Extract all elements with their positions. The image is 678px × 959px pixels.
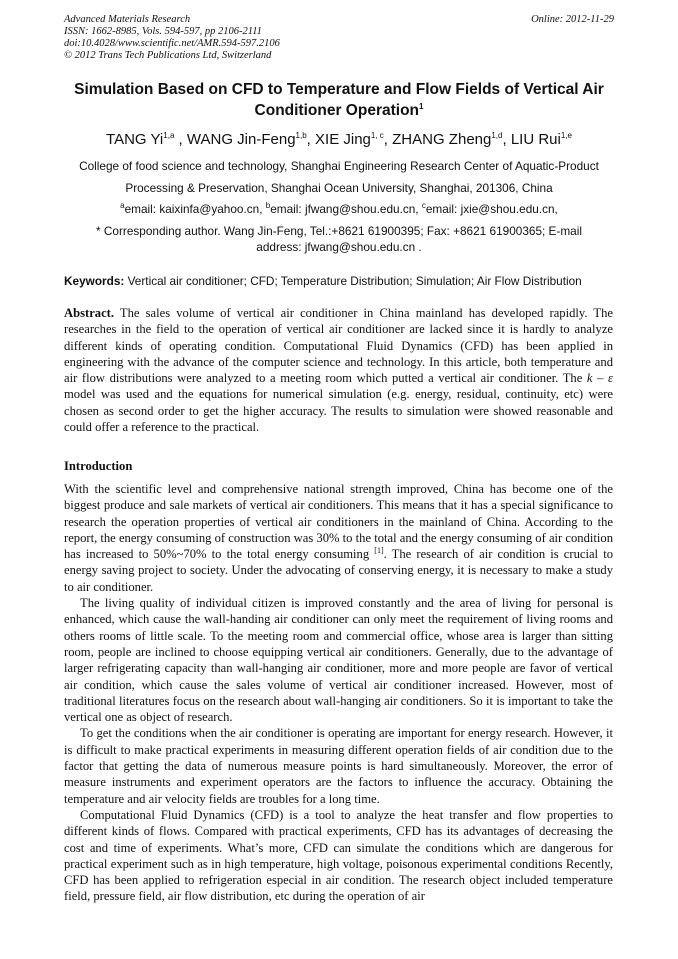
keywords-label: Keywords: [64, 274, 125, 288]
author: XIE Jing$^{1, c}$, [315, 131, 393, 148]
doi-line: doi:10.4028/www.scientific.net/AMR.594-597.2106 [64, 38, 280, 49]
title-footnote-mark: 1 [419, 101, 424, 111]
copyright-line: © 2012 Trans Tech Publications Ltd, Switzerland [64, 50, 272, 61]
paragraph: Computational Fluid Dynamics (CFD) is a tool to analyze the heat transfer and flow properties to different kinds of flows. Compared with practical experiments, CFD has its advantages of decreasing the cost and time of experiments. What’s more, CFD can simulate the conditions which are dangerous for practical experiment such as in high temperature, high voltage, poisonous experimental conditions Recently, CFD has been applied to refrigeration especial in air condition. The research object included temperature field, pressure field, air flow distribution, etc during the operation of air [64, 807, 613, 904]
author: ZHANG Zheng$^{1,d}$, [392, 131, 511, 148]
author: LIU Rui$^{1,e}$ [510, 131, 572, 148]
abstract-label: Abstract. [64, 306, 115, 320]
issn-line: ISSN: 1662-8985, Vols. 594-597, pp 2106-2111 [64, 26, 262, 37]
author-list [40, 130, 638, 150]
journal-header [64, 14, 614, 62]
section-heading: Introduction [64, 459, 133, 473]
email-line: $^a$email: kaixinfa@yahoo.cn, $^b$email: jfwang@shou.edu.cn, $^c$email: jxie@shou.edu.cn, [120, 201, 558, 216]
paper-title [60, 79, 618, 121]
affiliation-line-1: College of food science and technology, Shanghai Engineering Research Center of Aquatic-Product [79, 159, 599, 173]
title-line-2: Conditioner Operation$^1$ [254, 101, 424, 119]
author: WANG Jin-Feng$^{1,b}$, [186, 131, 316, 148]
title-line-1: Simulation Based on CFD to Temperature and Flow Fields of Vertical Air [74, 81, 604, 98]
online-date: Online: 2012-11-29 [531, 14, 614, 25]
keywords [64, 273, 618, 289]
paragraph: The living quality of individual citizen is improved constantly and the area of living for personal is enhanced, which cause the wall-handing air conditioner can only meet the requirement of living rooms and others rooms of little scale. To the meeting room and commercial office, whose area is larger than sitting room, people are inclined to choose equipping vertical air conditioners. Generally, due to the advantage of larger refrigerating capacity than wall-hanging air conditioner, more and more people are favor of vertical air condition, which cause the sales volume of vertical air conditioner increased. However, most of traditional literatures focus on the research about wall-hanging air conditioners. So it is important to take the vertical one as object of research. [64, 596, 613, 725]
introduction-body [64, 481, 613, 905]
corresponding-author: * Corresponding author. Wang Jin-Feng, Tel.:+8621 61900395; Fax: +8621 61900365; E-mail address: jfwang@shou.edu.cn . [96, 224, 582, 254]
author: TANG Yi$^{1,a}$ , [106, 131, 187, 148]
journal-name: Advanced Materials Research [64, 14, 191, 25]
keywords-text: Vertical air conditioner; CFD; Temperature Distribution; Simulation; Air Flow Distribution [124, 274, 582, 288]
abstract: Abstract. The sales volume of vertical air conditioner in China mainland has developed rapidly. The researches in the field to the operation of vertical air conditioner are lacked since it is hardly to analyze different kinds of operating condition. Computational Fluid Dynamics (CFD) has been applied in engineering with the advance of the computer science and technology. In this article, both temperature and air flow distributions were analyzed to a meeting room which putted a vertical air conditioner. The k – ε model was used and the equations for numerical simulation (e.g. energy, residual, continuity, etc) were chosen as second order to get the higher accuracy. The results to simulation were showed reasonable and could offer a reference to the practical. [64, 306, 613, 435]
affiliation-line-2: Processing & Preservation, Shanghai Ocean University, Shanghai, 201306, China [125, 181, 553, 195]
k-epsilon-symbol: k – ε [586, 371, 613, 386]
paragraph: With the scientific level and comprehensive national strength improved, China has become one of the biggest produce and sale markets of vertical air conditioners. This means that it has a special significance to research the operation properties of vertical air conditioners in the mainland of China. According to the report, the energy consuming of construction was 30% to the total and the energy consuming of air condition has increased to 50%~70% to the total energy consuming [1]. The research of air condition is crucial to energy saving project to society. Under the advocating of conserving energy, it is necessary to make a study to air conditioner. [64, 482, 613, 594]
citation: [1] [374, 546, 384, 555]
paragraph: To get the conditions when the air conditioner is operating are important for energy research. However, it is difficult to make practical experiments in measuring different operation fields of air condition due to the factor that getting the data of numerous measure points is hard simultaneously. Moreover, the error of measure instruments and experiment operators are the factors to influence the accuracy. Obtaining the temperature and air velocity fields are troubles for a long time. [64, 726, 613, 806]
